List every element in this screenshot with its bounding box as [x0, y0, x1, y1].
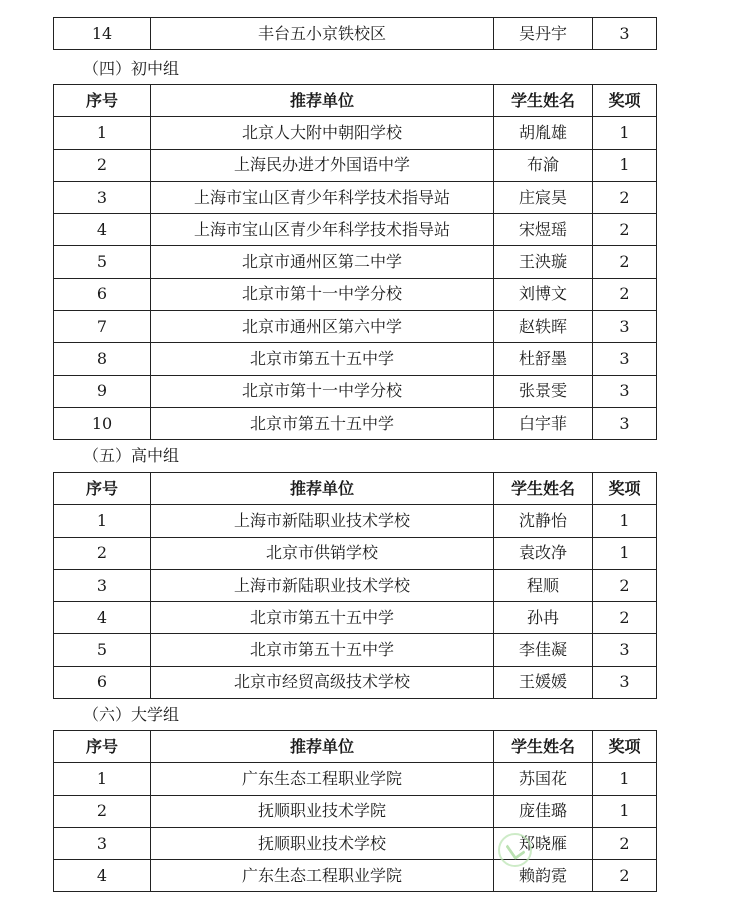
table-row: [54, 666, 657, 698]
cell-unit: 丰台五小京铁校区: [151, 18, 494, 50]
cell-student: 程顺: [494, 569, 593, 601]
cell-student: 赵轶晖: [494, 311, 593, 343]
cell-student: 苏国花: [494, 763, 593, 795]
cell-student: 布渝: [494, 149, 593, 181]
cell-index: 1: [54, 763, 151, 795]
table-header-row: [54, 473, 657, 505]
header-index: 序号: [54, 473, 151, 505]
cell-award: 1: [593, 763, 657, 795]
table-row: [54, 246, 657, 278]
watermark-logo: [498, 833, 532, 867]
cell-award: 2: [593, 827, 657, 859]
cell-unit: 北京市通州区第二中学: [151, 246, 494, 278]
cell-award: 3: [593, 666, 657, 698]
cell-unit: 北京市第五十五中学: [151, 407, 494, 439]
cell-index: 1: [54, 505, 151, 537]
cell-unit: 上海民办进才外国语中学: [151, 149, 494, 181]
cell-award: 2: [593, 278, 657, 310]
cell-index: 5: [54, 246, 151, 278]
table-row: [54, 537, 657, 569]
cell-award: 2: [593, 569, 657, 601]
table-row: [54, 505, 657, 537]
table-row: [54, 214, 657, 246]
cell-student: 袁改净: [494, 537, 593, 569]
table-row: [54, 278, 657, 310]
cell-index: 14: [54, 18, 151, 50]
table-row: [54, 860, 657, 892]
cell-unit: 上海市宝山区青少年科学技术指导站: [151, 214, 494, 246]
cell-unit: 北京市第五十五中学: [151, 602, 494, 634]
cell-unit: 抚顺职业技术学校: [151, 827, 494, 859]
cell-index: 2: [54, 537, 151, 569]
header-student: 学生姓名: [494, 473, 593, 505]
header-unit: 推荐单位: [151, 731, 494, 763]
cell-student: 吴丹宇: [494, 18, 593, 50]
cell-student: 张景雯: [494, 375, 593, 407]
cell-unit: 北京市供销学校: [151, 537, 494, 569]
cell-index: 7: [54, 311, 151, 343]
section-title-junior: （四）初中组: [83, 59, 180, 78]
table-header-row: [54, 85, 657, 117]
cell-index: 4: [54, 860, 151, 892]
cell-index: 4: [54, 602, 151, 634]
table-row: [54, 311, 657, 343]
cell-student: 王媛媛: [494, 666, 593, 698]
table-row: [54, 181, 657, 213]
cell-student: 王泱璇: [494, 246, 593, 278]
cell-index: 1: [54, 117, 151, 149]
cell-unit: 北京市第五十五中学: [151, 634, 494, 666]
table-row: [54, 602, 657, 634]
cell-index: 6: [54, 666, 151, 698]
cell-award: 1: [593, 149, 657, 181]
header-unit: 推荐单位: [151, 85, 494, 117]
cell-award: 3: [593, 634, 657, 666]
cell-student: 赖韵霓: [494, 860, 593, 892]
cell-award: 1: [593, 795, 657, 827]
table-row: [54, 634, 657, 666]
cell-student: 郑晓雁: [494, 827, 593, 859]
cell-student: 沈静怡: [494, 505, 593, 537]
cell-student: 胡胤雄: [494, 117, 593, 149]
header-student: 学生姓名: [494, 85, 593, 117]
table-header-row: [54, 731, 657, 763]
cell-award: 3: [593, 311, 657, 343]
cell-index: 10: [54, 407, 151, 439]
cell-index: 5: [54, 634, 151, 666]
cell-student: 白宇菲: [494, 407, 593, 439]
cell-index: 3: [54, 827, 151, 859]
table-row: [54, 763, 657, 795]
table-university: [53, 730, 657, 892]
table-row: [54, 827, 657, 859]
header-unit: 推荐单位: [151, 473, 494, 505]
cell-award: 2: [593, 860, 657, 892]
table-row: [54, 407, 657, 439]
cell-unit: 北京市经贸高级技术学校: [151, 666, 494, 698]
cell-unit: 北京市第十一中学分校: [151, 375, 494, 407]
header-index: 序号: [54, 731, 151, 763]
cell-award: 3: [593, 343, 657, 375]
section-title-senior: （五）高中组: [83, 446, 180, 465]
cell-index: 3: [54, 569, 151, 601]
cell-unit: 广东生态工程职业学院: [151, 860, 494, 892]
cell-award: 2: [593, 181, 657, 213]
cell-index: 2: [54, 795, 151, 827]
header-student: 学生姓名: [494, 731, 593, 763]
cell-unit: 抚顺职业技术学院: [151, 795, 494, 827]
cell-index: 9: [54, 375, 151, 407]
cell-index: 2: [54, 149, 151, 181]
table-row: [54, 569, 657, 601]
header-award: 奖项: [593, 473, 657, 505]
table-row: [54, 795, 657, 827]
cell-unit: 广东生态工程职业学院: [151, 763, 494, 795]
header-index: 序号: [54, 85, 151, 117]
cell-index: 6: [54, 278, 151, 310]
cell-student: 杜舒墨: [494, 343, 593, 375]
cell-unit: 北京市通州区第六中学: [151, 311, 494, 343]
cell-unit: 北京市第五十五中学: [151, 343, 494, 375]
cell-award: 1: [593, 117, 657, 149]
table-row: [54, 117, 657, 149]
cell-unit: 北京人大附中朝阳学校: [151, 117, 494, 149]
cell-unit: 上海市新陆职业技术学校: [151, 505, 494, 537]
cell-award: 1: [593, 537, 657, 569]
cell-index: 4: [54, 214, 151, 246]
cell-award: 3: [593, 407, 657, 439]
cell-student: 庞佳璐: [494, 795, 593, 827]
header-award: 奖项: [593, 85, 657, 117]
table-row: [54, 18, 657, 50]
cell-index: 8: [54, 343, 151, 375]
cell-unit: 上海市宝山区青少年科学技术指导站: [151, 181, 494, 213]
cell-unit: 北京市第十一中学分校: [151, 278, 494, 310]
cell-student: 庄宸昊: [494, 181, 593, 213]
table-senior: [53, 472, 657, 699]
table-row: [54, 149, 657, 181]
cell-award: 3: [593, 375, 657, 407]
cell-student: 刘博文: [494, 278, 593, 310]
cell-award: 2: [593, 246, 657, 278]
table-junior: [53, 84, 657, 440]
table-row: [54, 375, 657, 407]
cell-student: 李佳凝: [494, 634, 593, 666]
cell-award: 1: [593, 505, 657, 537]
section-title-university: （六）大学组: [83, 705, 180, 724]
cell-student: 宋煜瑶: [494, 214, 593, 246]
cell-award: 2: [593, 602, 657, 634]
cell-student: 孙冉: [494, 602, 593, 634]
cell-unit: 上海市新陆职业技术学校: [151, 569, 494, 601]
cell-index: 3: [54, 181, 151, 213]
header-award: 奖项: [593, 731, 657, 763]
cell-award: 2: [593, 214, 657, 246]
table-row: [54, 343, 657, 375]
cell-award: 3: [593, 18, 657, 50]
table-previous-section: [53, 17, 657, 50]
